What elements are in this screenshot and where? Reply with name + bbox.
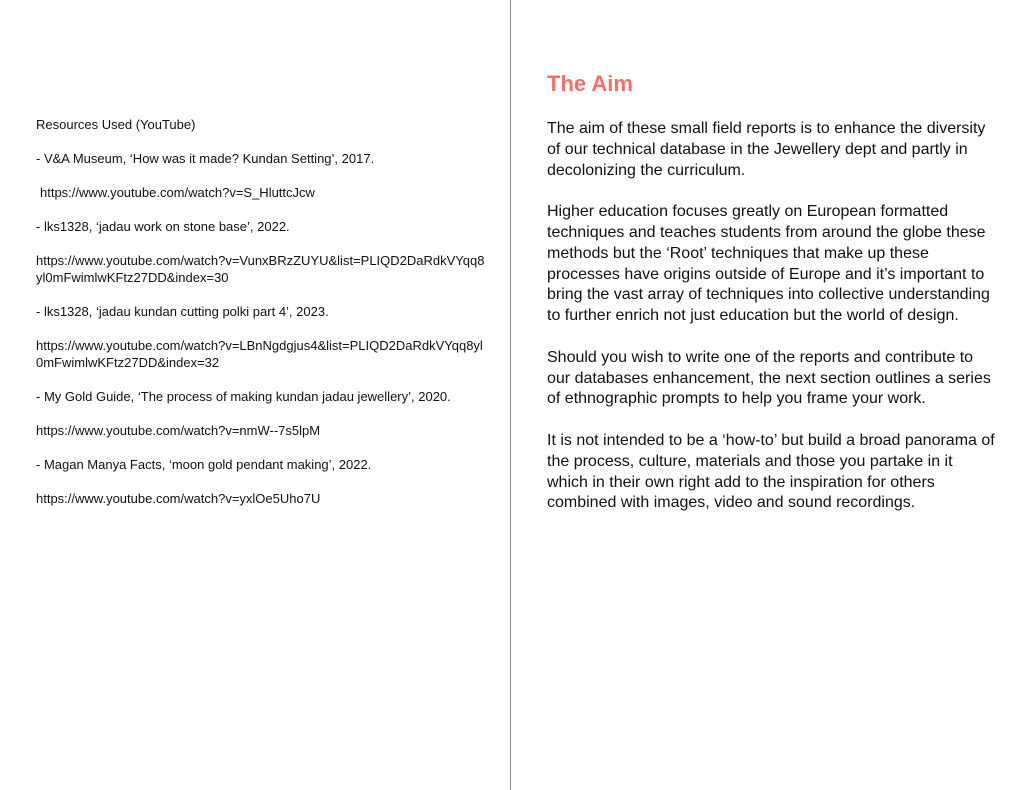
aim-section	[547, 70, 997, 535]
resources-heading: Resources Used (YouTube)	[36, 117, 196, 132]
resource-link[interactable]: https://www.youtube.com/watch?v=nmW--7s5lpM	[36, 423, 321, 438]
resource-citation: - lks1328, ‘jadau work on stone base’, 2022.	[36, 219, 290, 234]
resources-list	[36, 116, 486, 524]
aim-title: The Aim	[547, 71, 633, 96]
resource-citation: - lks1328, ‘jadau kundan cutting polki part 4’, 2023.	[36, 304, 329, 319]
aim-paragraph: Higher education focuses greatly on European formatted techniques and teaches students from around the globe these methods but the ‘Root’ techniques that make up these processes have origins outside of Europe and it’s important to bring the vast array of techniques into collective understanding to further enrich not just education but the world of design.	[547, 203, 990, 325]
resource-citation: - Magan Manya Facts, ‘moon gold pendant making’, 2022.	[36, 457, 372, 472]
resource-citation: - My Gold Guide, ‘The process of making kundan jadau jewellery’, 2020.	[36, 389, 451, 404]
resource-link[interactable]: https://www.youtube.com/watch?v=VunxBRzZUYU&list=PLIQD2DaRdkVYqq8yl0mFwimlwKFtz27DD&index=30	[36, 253, 485, 285]
resource-link[interactable]: https://www.youtube.com/watch?v=S_HluttcJcw	[40, 185, 315, 200]
resource-link[interactable]: https://www.youtube.com/watch?v=LBnNgdgjus4&list=PLIQD2DaRdkVYqq8yl0mFwimlwKFtz27DD&index=32	[36, 338, 483, 370]
aim-paragraph: The aim of these small field reports is to enhance the diversity of our technical database in the Jewellery dept and partly in decolonizing the curriculum.	[547, 120, 986, 179]
aim-paragraph: It is not intended to be a ‘how-to’ but build a broad panorama of the process, culture, materials and those you partake in it which in their own right add to the inspiration for others combined with images, video and sound recordings.	[547, 431, 995, 512]
resource-citation: - V&A Museum, ‘How was it made? Kundan Setting’, 2017.	[36, 151, 375, 166]
resource-link[interactable]: https://www.youtube.com/watch?v=yxlOe5Uho7U	[36, 491, 321, 506]
right-page	[511, 0, 1024, 790]
aim-paragraph: Should you wish to write one of the reports and contribute to our databases enhancement, the next section outlines a series of ethnographic prompts to help you frame your work.	[547, 348, 991, 408]
left-page	[0, 0, 510, 790]
